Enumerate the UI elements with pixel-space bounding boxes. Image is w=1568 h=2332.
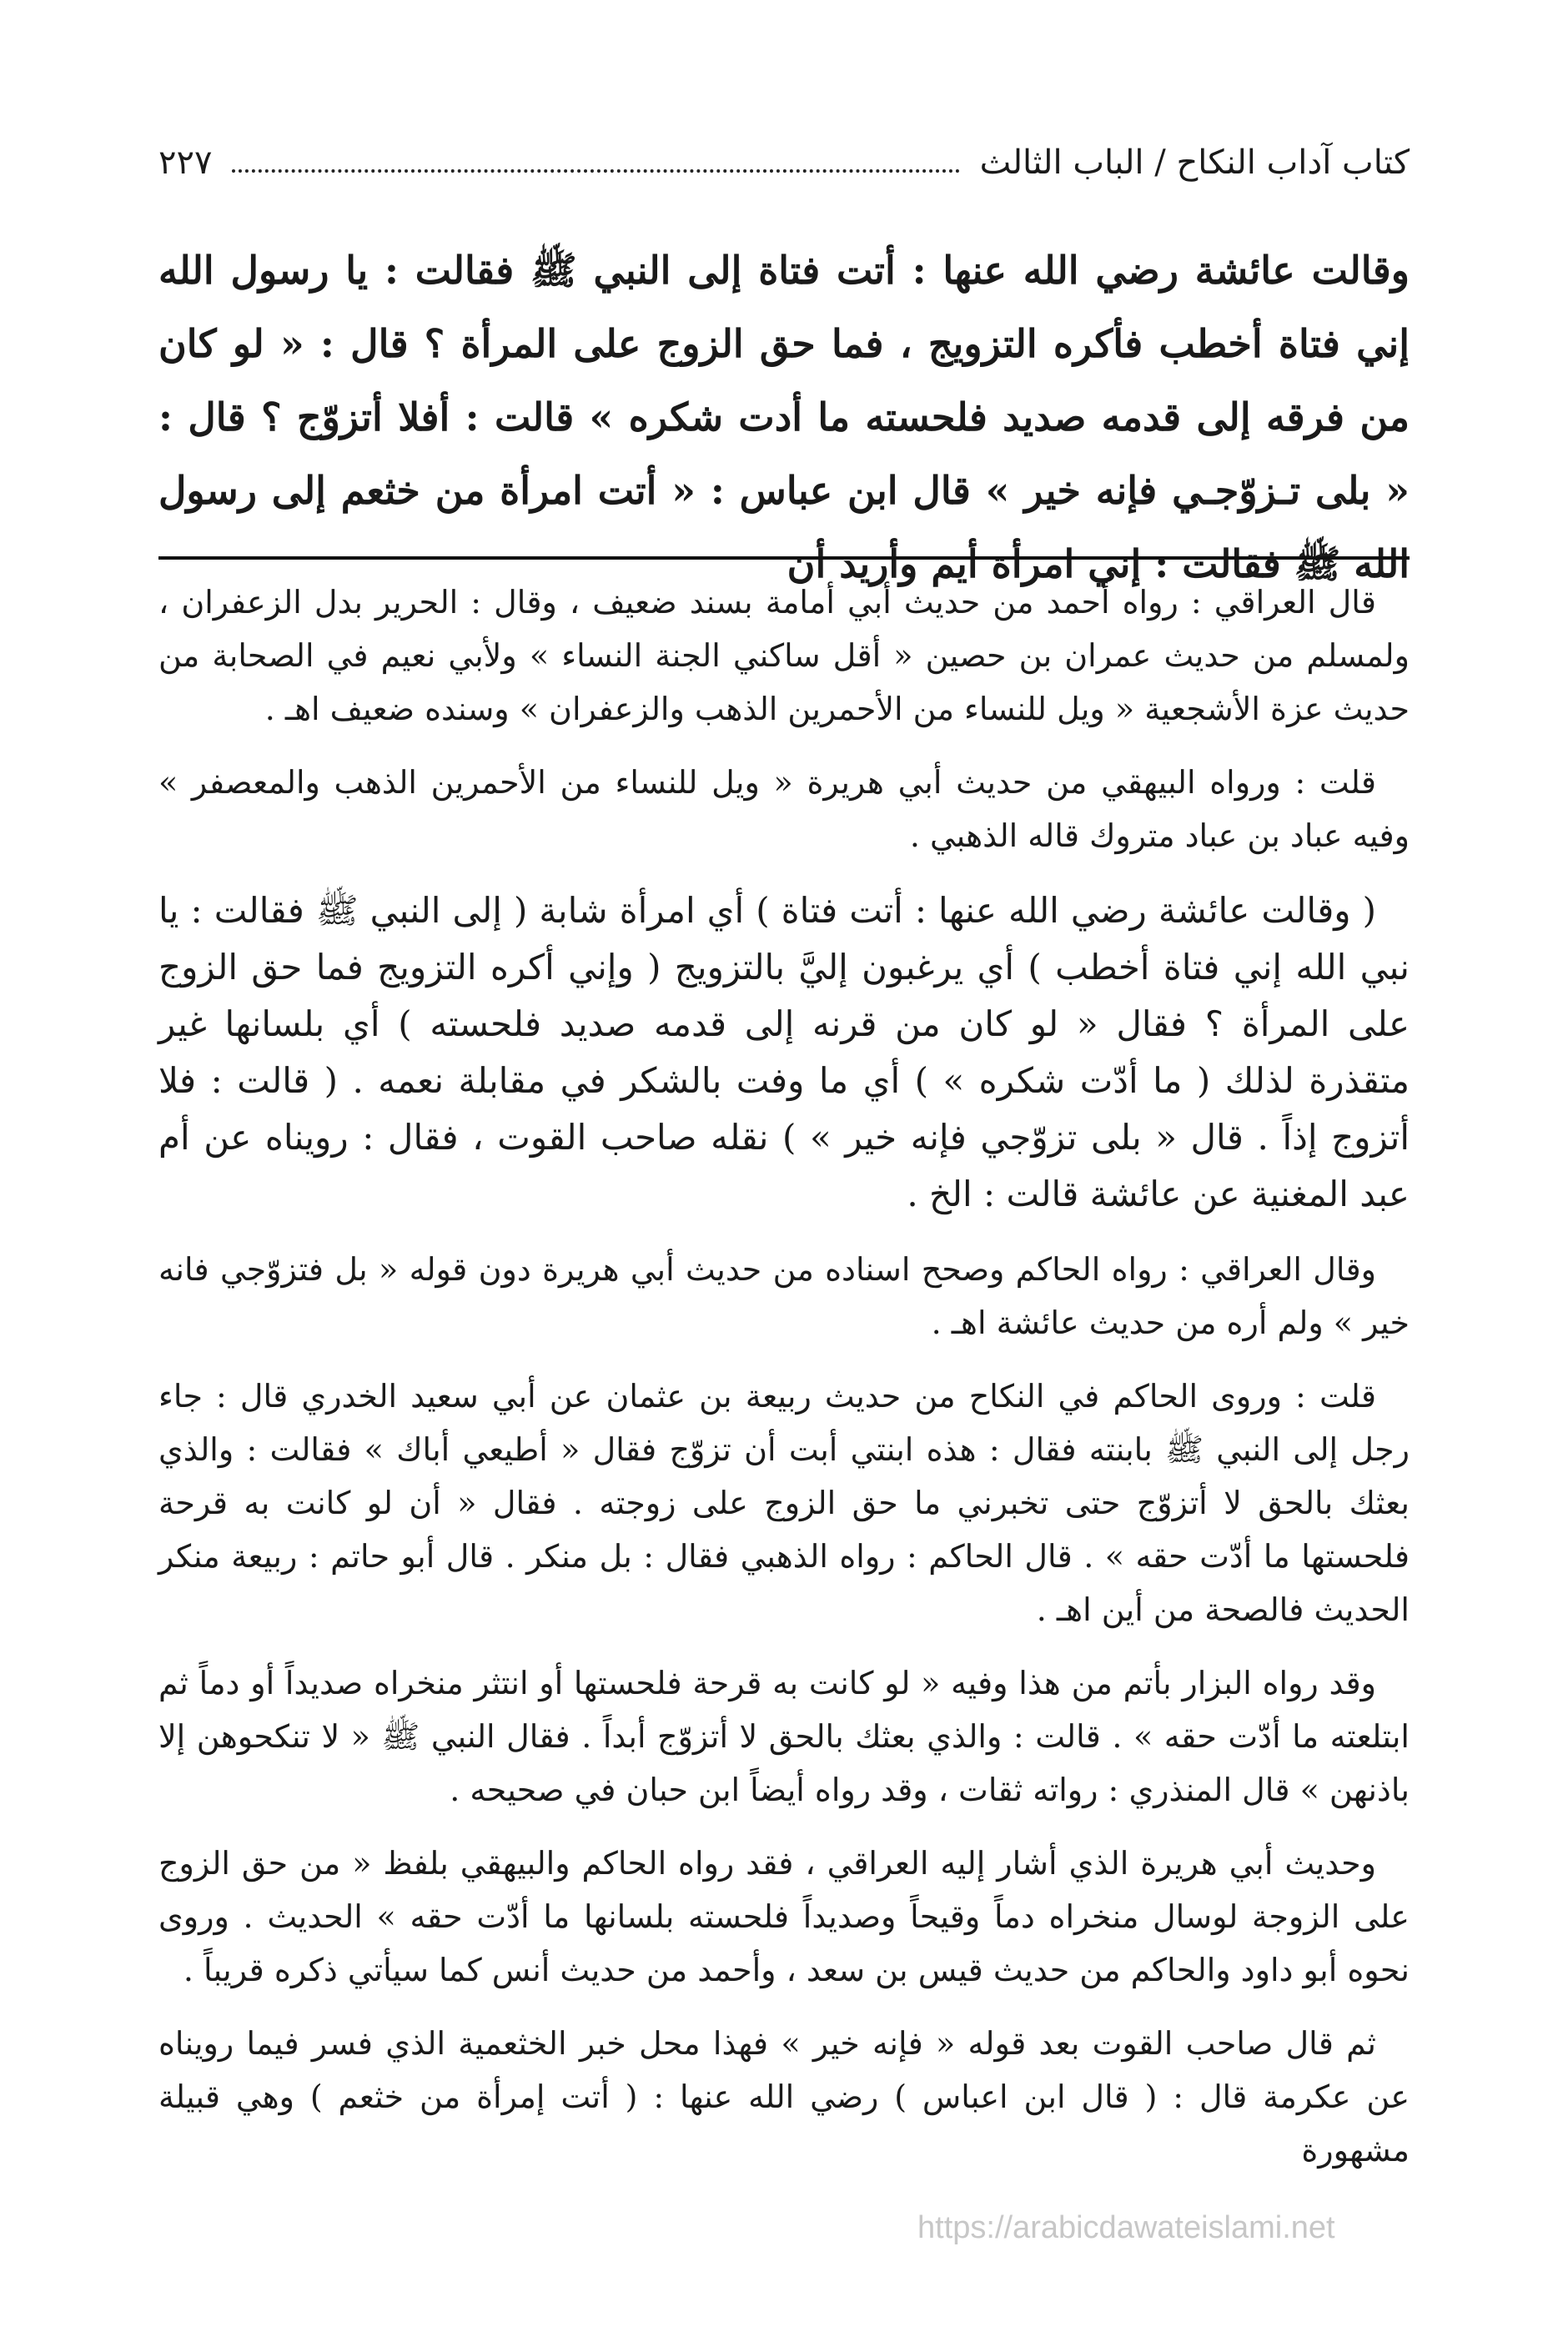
watermark-url: https://arabicdawateislami.net: [917, 2210, 1335, 2245]
commentary-paragraph: ثم قال صاحب القوت بعد قوله « فإنه خير » فهذا محل خبر الخثعمية الذي فسر فيما رويناه عن عكرمة قال : ( قال ابن اعباس ) رضي الله عنها : ( أتت إمرأة من خثعم ) وهي قبيلة مشهورة: [158, 2025, 1410, 2169]
chapter-title: كتاب آداب النكاح / الباب الثالث: [979, 143, 1410, 182]
leader-dots: [232, 169, 959, 173]
commentary-paragraph: وحديث أبي هريرة الذي أشار إليه العراقي ، فقد رواه الحاكم والبيهقي بلفظ « من حق الزوج على الزوجة لوسال منخراه دماً وقيحاً وصديداً فلحسته بلسانها ما أدّت حقه » الحديث . وروى نحوه أبو داود والحاكم من حديث قيس بن سعد ، وأحمد من حديث أنس كما سيأتي ذكره قريباً .: [158, 1845, 1410, 1988]
main-text: وقالت عائشة رضي الله عنها : أتت فتاة إلى النبي ﷺ فقالت : يا رسول الله إني فتاة أخطب فأكره التزويج ، فما حق الزوج على المرأة ؟ قال : « لو كان من فرقه إلى قدمه صديد فلحسته ما أدت شكره » قالت : أفلا أتزوّج ؟ قال : « بلى تـزوّجـي فإنه خير » قال ابن عباس : « أتت امرأة من خثعم إلى رسول الله ﷺ فقالت : إني امرأة أيم وأريد أن: [158, 248, 1410, 586]
commentary-paragraph: وقد رواه البزار بأتم من هذا وفيه « لو كانت به قرحة فلحستها أو انتثر منخراه صديداً أو دماً ثم ابتلعته ما أدّت حقه » . قالت : والذي بعثك بالحق لا أتزوّج أبداً . فقال النبي ﷺ « لا تنكحوهن إلا باذنهن » قال المنذري : رواته ثقات ، وقد رواه أيضاً ابن حبان في صحيحه .: [158, 1665, 1410, 1808]
commentary: [158, 575, 1410, 2197]
commentary-paragraph: وقال العراقي : رواه الحاكم وصحح اسناده من حديث أبي هريرة دون قوله « بل فتزوّجي فانه خير » ولم أره من حديث عائشة اهـ .: [158, 1251, 1410, 1341]
commentary-paragraph: قلت : وروى الحاكم في النكاح من حديث ربيعة بن عثمان عن أبي سعيد الخدري قال : جاء رجل إلى النبي ﷺ بابنته فقال : هذه ابنتي أبت أن تزوّج فقال « أطيعي أباك » فقالت : والذي بعثك بالحق لا أتزوّج حتى تخبرني ما حق الزوج على زوجته . فقال « أن لو كانت به قرحة فلحستها ما أدّت حقه » . قال الحاكم : رواه الذهبي فقال : بل منكر . قال أبو حاتم : ربيعة منكر الحديث فالصحة من أين اهـ .: [158, 1378, 1410, 1628]
running-header: [158, 133, 1410, 192]
commentary-paragraph: قلت : ورواه البيهقي من حديث أبي هريرة « ويل للنساء من الأحمرين الذهب والمعصفر » وفيه عباد بن عباد متروك قاله الذهبي .: [158, 764, 1410, 854]
commentary-paragraph: قال العراقي : رواه أحمد من حديث أبي أمامة بسند ضعيف ، وقال : الحرير بدل الزعفران ، ولمسلم من حديث عمران بن حصين « أقل ساكني الجنة النساء » ولأبي نعيم في الصحابة من حديث عزة الأشجعية « ويل للنساء من الأحمرين الذهب والزعفران » وسنده ضعيف اهـ .: [158, 584, 1410, 727]
commentary-paragraph: ( وقالت عائشة رضي الله عنها : أتت فتاة ) أي امرأة شابة ( إلى النبي ﷺ فقالت : يا نبي الله إني فتاة أخطب ) أي يرغبون إليَّ بالتزويج ( وإني أكره التزويج فما حق الزوج على المرأة ؟ فقال « لو كان من قرنه إلى قدمه صديد فلحسته ) أي بلسانها غير متقذرة لذلك ( ما أدّت شكره » ) أي ما وفت بالشكر في مقابلة نعمه . ( قالت : فلا أتزوج إذاً . قال « بلى تزوّجي فإنه خير » ) نقله صاحب القوت ، فقال : رويناه عن أم عبد المغنية عن عائشة قالت : الخ .: [158, 890, 1410, 1214]
separator-line: [158, 556, 1410, 560]
page-number: ٢٢٧: [158, 143, 213, 182]
